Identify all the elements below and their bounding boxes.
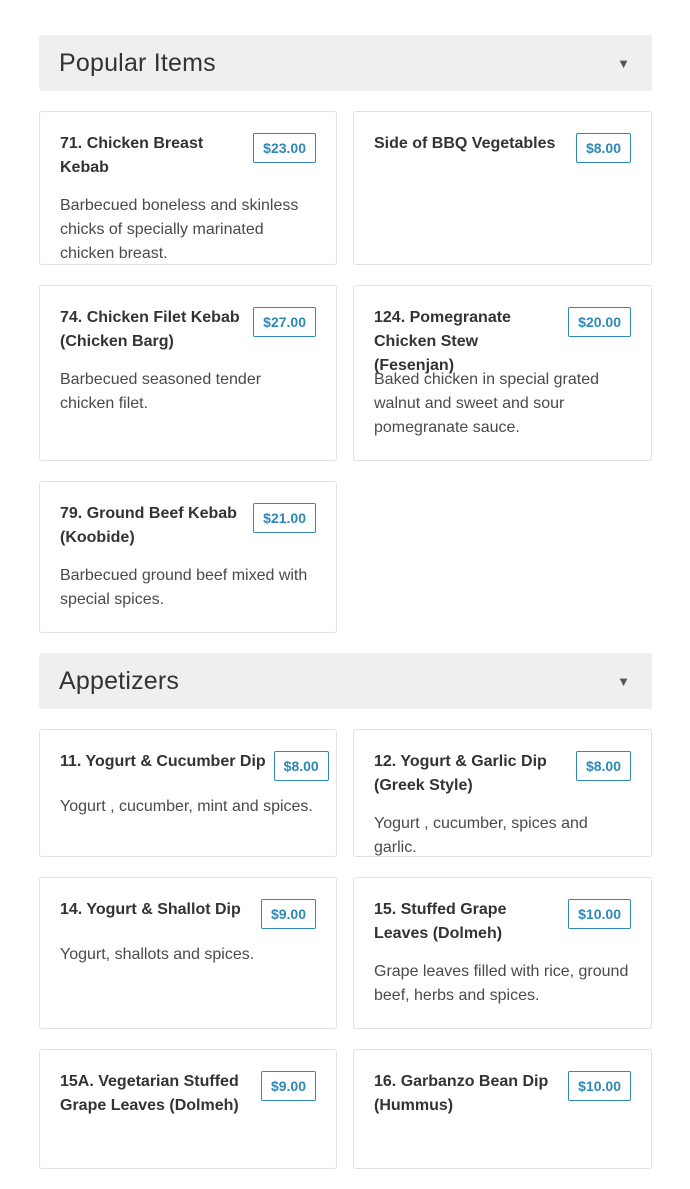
item-name: 79. Ground Beef Kebab (Koobide) bbox=[60, 505, 237, 546]
item-name: 124. Pomegranate Chicken Stew (Fesenjan) bbox=[374, 309, 511, 374]
item-description: Yogurt , cucumber, spices and garlic. bbox=[374, 815, 588, 856]
price-badge[interactable]: $9.00 bbox=[261, 1071, 316, 1101]
menu-item-card[interactable] bbox=[353, 729, 652, 857]
menu-item-card[interactable] bbox=[353, 285, 652, 461]
price-badge[interactable]: $8.00 bbox=[576, 751, 631, 781]
price-badge[interactable]: $21.00 bbox=[253, 503, 316, 533]
item-name: 12. Yogurt & Garlic Dip (Greek Style) bbox=[374, 753, 547, 794]
section-title: Popular Items bbox=[59, 48, 216, 77]
menu-item-card[interactable] bbox=[39, 877, 337, 1029]
item-name: Side of BBQ Vegetables bbox=[374, 135, 556, 152]
price-badge[interactable]: $8.00 bbox=[576, 133, 631, 163]
caret-down-icon[interactable]: ▼ bbox=[617, 673, 630, 689]
menu-item-card[interactable] bbox=[39, 285, 337, 461]
section-header-popular-items[interactable] bbox=[39, 35, 652, 91]
menu-grid-popular-items bbox=[39, 111, 652, 633]
item-name: 14. Yogurt & Shallot Dip bbox=[60, 901, 241, 918]
item-description: Baked chicken in special grated walnut and sweet and sour pomegranate sauce. bbox=[374, 371, 600, 436]
price-badge[interactable]: $10.00 bbox=[568, 1071, 631, 1101]
item-name: 16. Garbanzo Bean Dip (Hummus) bbox=[374, 1073, 549, 1114]
price-badge[interactable]: $9.00 bbox=[261, 899, 316, 929]
menu-item-card[interactable] bbox=[39, 481, 337, 633]
item-name: 11. Yogurt & Cucumber Dip bbox=[60, 753, 266, 770]
section-title: Appetizers bbox=[59, 666, 180, 695]
item-description: Barbecued seasoned tender chicken filet. bbox=[60, 371, 262, 412]
item-name: 15A. Vegetarian Stuffed Grape Leaves (Dolmeh) bbox=[60, 1073, 239, 1114]
menu-grid-appetizers bbox=[39, 729, 652, 1169]
item-description: Grape leaves filled with rice, ground beef, herbs and spices. bbox=[374, 963, 629, 1004]
item-name: 71. Chicken Breast Kebab bbox=[60, 135, 204, 176]
price-badge[interactable]: $23.00 bbox=[253, 133, 316, 163]
menu-item-card[interactable] bbox=[353, 877, 652, 1029]
menu-item-card[interactable] bbox=[39, 111, 337, 265]
item-description: Yogurt, shallots and spices. bbox=[60, 946, 255, 963]
menu-item-card[interactable] bbox=[353, 111, 652, 265]
section-header-appetizers[interactable] bbox=[39, 653, 652, 709]
price-badge[interactable]: $27.00 bbox=[253, 307, 316, 337]
item-name: 15. Stuffed Grape Leaves (Dolmeh) bbox=[374, 901, 507, 942]
item-description: Barbecued ground beef mixed with special spices. bbox=[60, 567, 308, 608]
price-badge[interactable]: $20.00 bbox=[568, 307, 631, 337]
menu-item-card[interactable] bbox=[39, 729, 337, 857]
menu-item-card[interactable] bbox=[39, 1049, 337, 1169]
menu-item-card[interactable] bbox=[353, 1049, 652, 1169]
price-badge[interactable]: $8.00 bbox=[274, 751, 329, 781]
item-description: Yogurt , cucumber, mint and spices. bbox=[60, 798, 313, 815]
item-description: Barbecued boneless and skinless chicks of specially marinated chicken breast. bbox=[60, 197, 299, 262]
price-badge[interactable]: $10.00 bbox=[568, 899, 631, 929]
menu-container bbox=[39, 35, 652, 1189]
caret-down-icon[interactable]: ▼ bbox=[617, 55, 630, 71]
item-name: 74. Chicken Filet Kebab (Chicken Barg) bbox=[60, 309, 240, 350]
